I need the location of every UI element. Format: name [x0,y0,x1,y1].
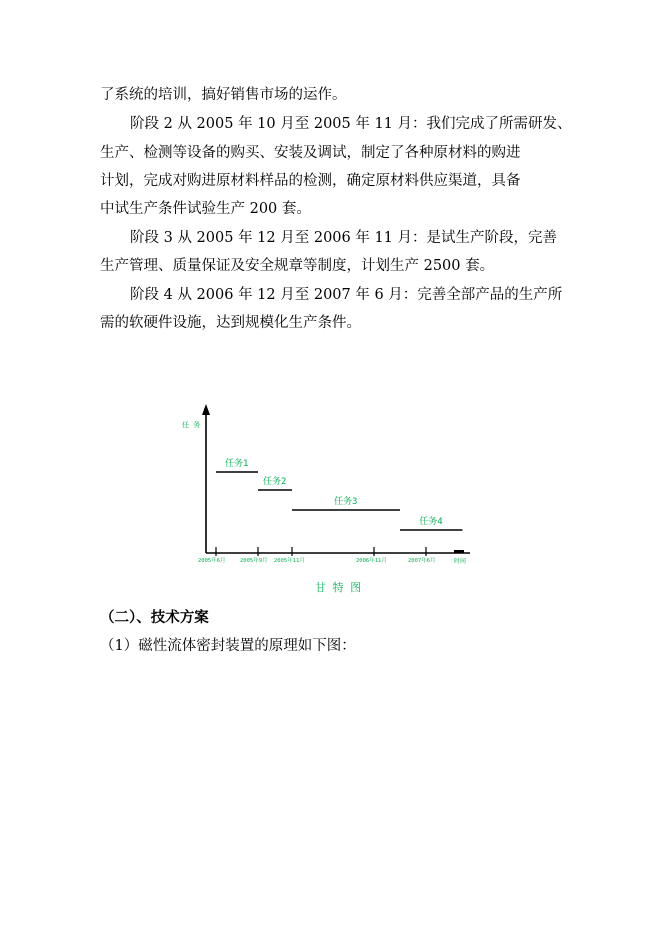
y-axis-arrow [202,404,210,415]
paragraph-line: 中试生产条件试验生产 200 套。 [100,201,311,217]
x-tick-label: 2005年9月 [240,558,268,564]
task-label: 任务2 [263,477,287,487]
y-axis-label: 任 务 [182,421,201,429]
task-label: 任务3 [334,497,358,507]
paragraph-line: 阶段 4 从 2006 年 12 月至 2007 年 6 月：完善全部产品的生产所 [130,287,563,303]
x-tick-label: 2007年6月 [408,558,436,564]
x-tick-label: 2006年11月 [356,558,387,564]
task-label: 任务1 [225,459,249,469]
gantt-svg [170,395,490,610]
gantt-chart [170,395,490,610]
section-line: （1）磁性流体密封装置的原理如下图： [100,638,356,654]
section-heading: （二）、技术方案 [100,610,209,626]
x-axis-label: 时间 [454,558,467,565]
paragraph-line: 阶段 3 从 2005 年 12 月至 2006 年 11 月：是试生产阶段，完善 [130,230,558,246]
paragraph-line: 阶段 2 从 2005 年 10 月至 2005 年 11 月：我们完成了所需研发、 [130,116,572,132]
paragraph-line: 了系统的培训，搞好销售市场的运作。 [100,87,347,103]
paragraph-line: 生产、检测等设备的购买、安装及调试，制定了各种原材料的购进 [100,145,521,161]
task-label: 任务4 [419,517,443,527]
paragraph-line: 需的软硬件设施，达到规模化生产条件。 [100,315,361,331]
paragraph-line: 计划，完成对购进原材料样品的检测，确定原材料供应渠道，具备 [100,173,521,189]
task-group [216,457,462,530]
paragraph-line: 生产管理、质量保证及安全规章等制度，计划生产 2500 套。 [100,258,495,274]
tick-group [198,547,436,564]
x-axis-end-mark [454,550,464,553]
chart-title: 甘 特 图 [315,581,362,594]
x-tick-label: 2005年11月 [274,558,305,564]
x-tick-label: 2005年6月 [198,558,226,564]
